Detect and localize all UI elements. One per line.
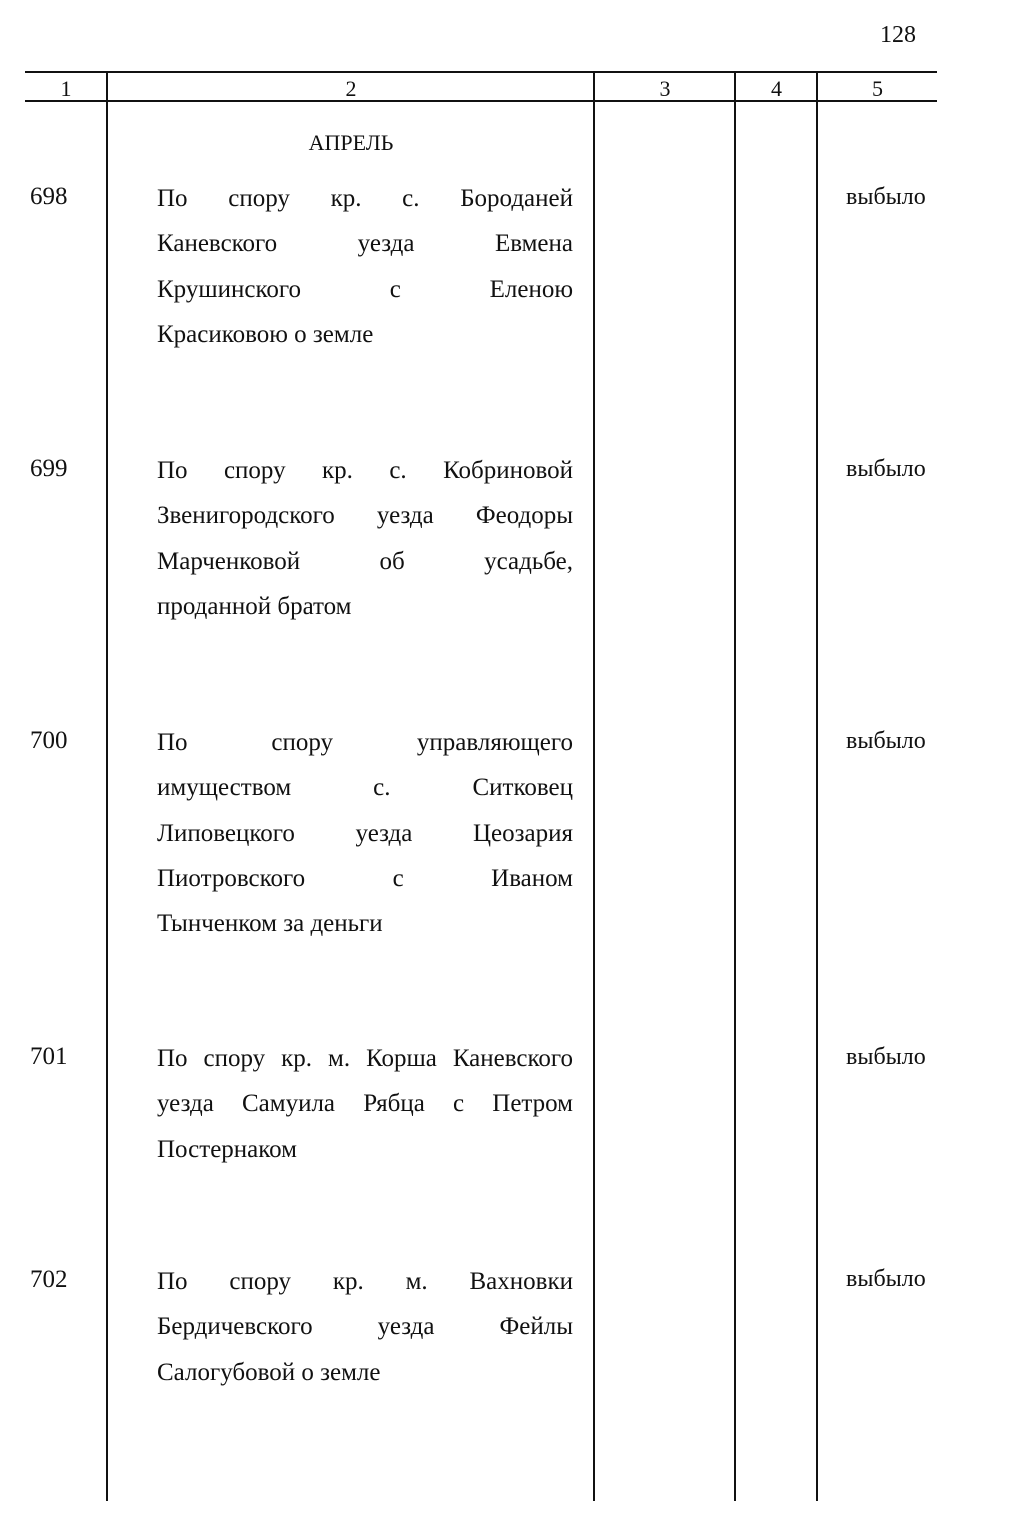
description-line: Крушинского с Еленою xyxy=(157,275,573,303)
description-line: По спору кр. м. Вахновки xyxy=(157,1268,573,1295)
description-line: Звенигородского уезда Феодоры xyxy=(157,502,573,530)
column-divider-2 xyxy=(593,71,595,1501)
row-status: выбыло xyxy=(846,184,926,210)
column-divider-3 xyxy=(734,71,736,1501)
row-number: 698 xyxy=(30,183,68,210)
description-line: уезда Самуила Рябца с Петром xyxy=(157,1090,573,1118)
description-line: Пиотровского с Иваном xyxy=(157,864,573,892)
header-top-rule xyxy=(25,71,937,73)
row-description xyxy=(157,1036,573,1172)
section-heading-month: АПРЕЛЬ xyxy=(308,130,394,155)
page-number: 128 xyxy=(880,22,916,48)
row-status: выбыло xyxy=(846,1266,926,1292)
row-description xyxy=(157,176,573,357)
description-line: Каневского уезда Евмена xyxy=(157,230,573,258)
row-number: 700 xyxy=(30,727,68,754)
column-header-4: 4 xyxy=(771,76,782,101)
description-line: Марченковой об усадьбе, xyxy=(157,547,573,575)
column-header-5: 5 xyxy=(872,76,883,101)
row-number: 701 xyxy=(30,1043,68,1070)
description-line: Тынченком за деньги xyxy=(157,910,383,938)
description-line: По спору кр. м. Корша Каневского xyxy=(157,1045,573,1072)
description-line: проданной братом xyxy=(157,592,352,620)
description-line: Постернаком xyxy=(157,1135,297,1163)
description-line: Красиковою о земле xyxy=(157,320,374,348)
column-header-2: 2 xyxy=(345,76,357,101)
description-line: По спору кр. с. Кобриновой xyxy=(157,457,573,484)
description-line: имуществом с. Ситковец xyxy=(157,774,573,802)
row-status: выбыло xyxy=(846,728,926,754)
row-number: 702 xyxy=(30,1266,68,1293)
description-line: Салогубовой о земле xyxy=(157,1358,381,1386)
row-description xyxy=(157,448,573,629)
description-line: Липовецкого уезда Цеозария xyxy=(157,819,573,847)
row-description xyxy=(157,720,573,946)
row-status: выбыло xyxy=(846,1044,926,1070)
description-line: По спору управляющего xyxy=(157,729,573,756)
column-header-3: 3 xyxy=(659,76,671,101)
description-line: По спору кр. с. Бороданей xyxy=(157,185,573,212)
row-description xyxy=(157,1259,573,1395)
column-divider-1 xyxy=(106,71,108,1501)
description-line: Бердичевского уезда Фейлы xyxy=(157,1313,573,1341)
column-header-1: 1 xyxy=(60,76,72,101)
column-divider-4 xyxy=(816,71,818,1501)
row-status: выбыло xyxy=(846,456,926,482)
row-number: 699 xyxy=(30,455,68,482)
